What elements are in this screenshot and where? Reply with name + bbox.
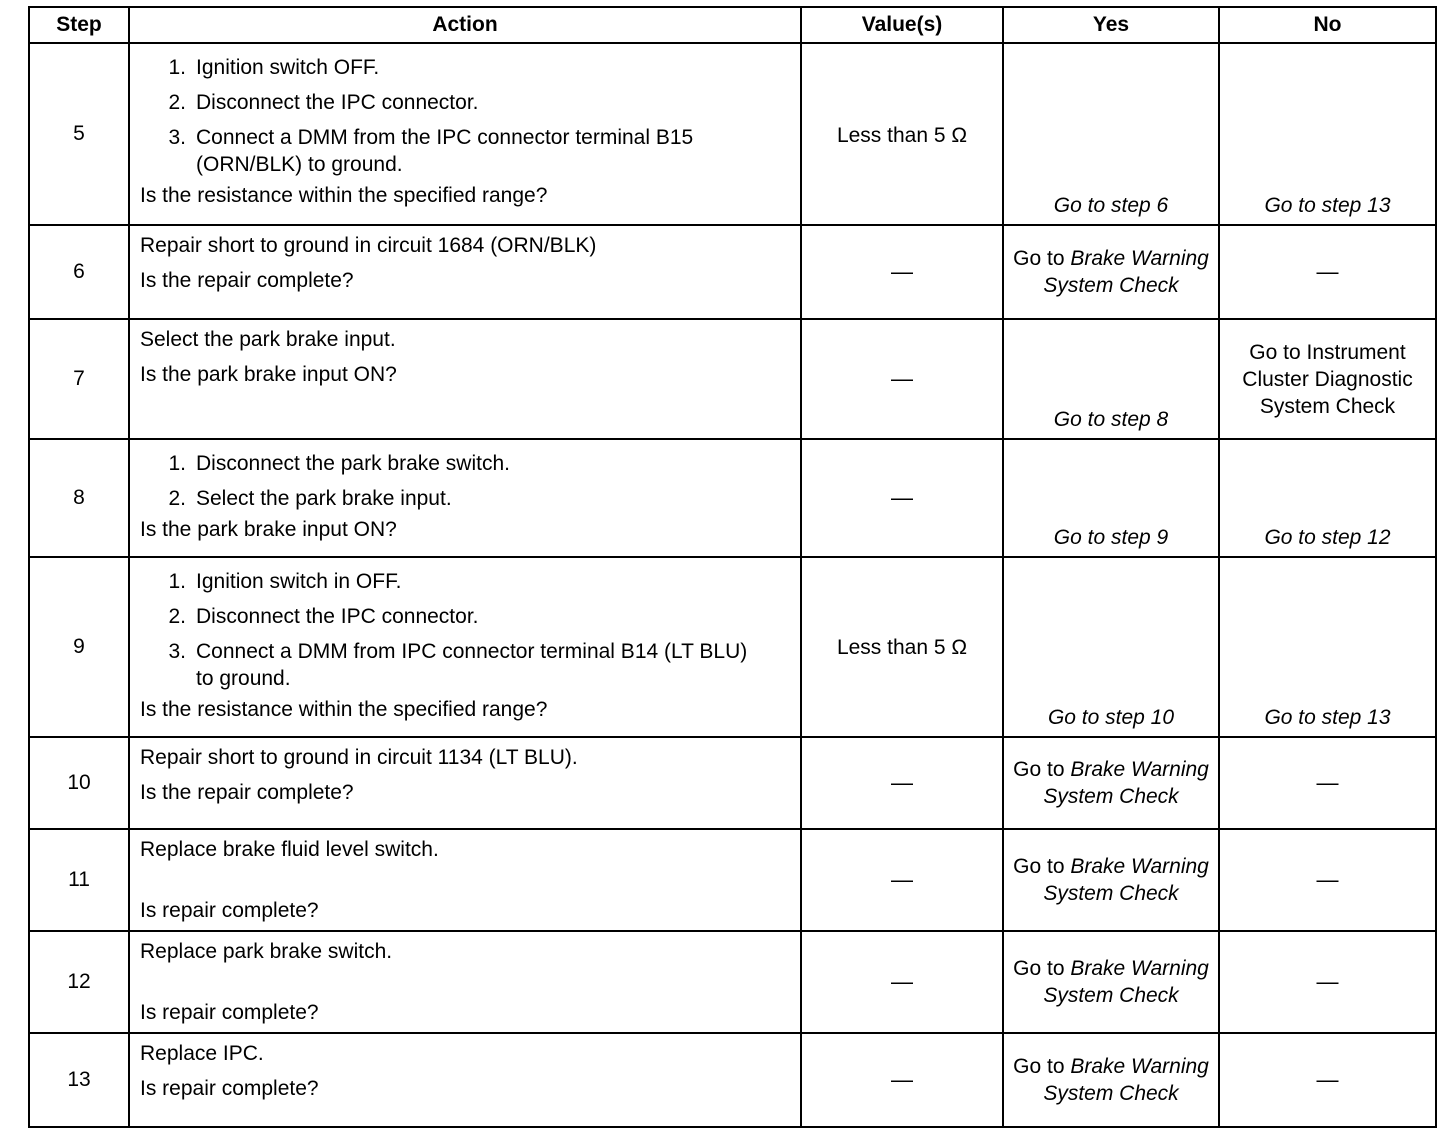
item-number: 3. [168,126,186,149]
item-number: 1. [168,56,186,79]
yes-target: Brake Warning System Check [1043,1055,1209,1105]
action-cell [129,557,801,737]
action-cell [129,931,801,1033]
question-text: Is repair complete? [140,1001,319,1024]
yes-prefix: Go to [1013,758,1071,781]
yes-link[interactable] [1003,1033,1219,1127]
value-cell [801,43,1003,225]
step-number: 10 [29,737,129,829]
value-cell: — [801,737,1003,829]
value-cell: — [801,439,1003,557]
list-item [140,89,794,116]
step-number: 12 [29,931,129,1033]
yes-target: Brake Warning System Check [1043,247,1209,297]
action-text: Replace park brake switch. [140,940,393,963]
yes-prefix: Go to [1013,855,1071,878]
item-number: 2. [168,487,186,510]
list-item [140,568,794,595]
step-number: 8 [29,439,129,557]
table-row [29,737,1436,829]
header-step: Step [29,7,129,43]
action-list [140,450,794,512]
yes-target: Brake Warning System Check [1043,855,1209,905]
no-cell: — [1219,1033,1436,1127]
table-row [29,225,1436,319]
no-link[interactable]: Go to step 12 [1219,439,1436,557]
item-text: Disconnect the park brake switch. [196,452,510,475]
action-cell [129,737,801,829]
step-number: 5 [29,43,129,225]
diagnostic-table [28,6,1437,1128]
table-row [29,439,1436,557]
header-action: Action [129,7,801,43]
yes-link[interactable]: Go to step 6 [1003,43,1219,225]
question-text: Is the resistance within the specified range? [140,184,548,207]
list-item [140,54,794,81]
item-number: 3. [168,640,186,663]
question-text: Is the repair complete? [140,781,354,804]
item-number: 1. [168,452,186,475]
yes-link[interactable] [1003,829,1219,931]
step-number: 13 [29,1033,129,1127]
item-text: Select the park brake input. [196,487,452,510]
yes-target: Brake Warning System Check [1043,957,1209,1007]
value-cell: — [801,829,1003,931]
step-number: 7 [29,319,129,439]
action-cell [129,225,801,319]
no-cell: — [1219,931,1436,1033]
item-number: 2. [168,91,186,114]
yes-link[interactable]: Go to step 9 [1003,439,1219,557]
no-link[interactable]: Go to Instrument Cluster Diagnostic System Check [1219,319,1436,439]
step-number: 11 [29,829,129,931]
item-text: Connect a DMM from IPC connector terminal B14 (LT BLU) to ground. [196,640,748,690]
list-item [140,450,794,477]
item-text: Disconnect the IPC connector. [196,91,479,114]
no-cell: — [1219,829,1436,931]
action-list [140,568,794,692]
list-item [140,603,794,630]
table-row [29,557,1436,737]
item-text: Connect a DMM from the IPC connector terminal B15 (ORN/BLK) to ground. [196,126,694,176]
value-cell [801,557,1003,737]
value-cell: — [801,225,1003,319]
question-text: Is repair complete? [140,899,319,922]
action-text: Repair short to ground in circuit 1684 (ORN/BLK) [140,234,597,257]
value-cell: — [801,1033,1003,1127]
header-yes: Yes [1003,7,1219,43]
item-text: Ignition switch OFF. [196,56,380,79]
table-row [29,1033,1436,1127]
yes-prefix: Go to [1013,1055,1071,1078]
value-text: Less than 5 Ω [836,636,968,659]
header-no: No [1219,7,1436,43]
step-number: 9 [29,557,129,737]
header-row [29,7,1436,43]
table-row [29,319,1436,439]
item-number: 2. [168,605,186,628]
list-item [140,485,794,512]
item-text: Disconnect the IPC connector. [196,605,479,628]
yes-link[interactable]: Go to step 8 [1003,319,1219,439]
no-link[interactable]: Go to step 13 [1219,557,1436,737]
action-list [140,54,794,178]
action-cell [129,43,801,225]
list-item [140,124,794,178]
action-text: Replace brake fluid level switch. [140,838,439,861]
action-cell [129,319,801,439]
action-text: Repair short to ground in circuit 1134 (LT BLU). [140,746,578,769]
table-row [29,43,1436,225]
question-text: Is the resistance within the specified range? [140,698,548,721]
yes-link[interactable] [1003,737,1219,829]
question-text: Is repair complete? [140,1077,319,1100]
no-link[interactable]: Go to step 13 [1219,43,1436,225]
yes-link[interactable]: Go to step 10 [1003,557,1219,737]
yes-link[interactable] [1003,931,1219,1033]
table-row [29,829,1436,931]
value-text: Less than 5 Ω [836,124,968,147]
no-cell: — [1219,737,1436,829]
no-cell: — [1219,225,1436,319]
action-text: Select the park brake input. [140,328,396,351]
list-item [140,638,794,692]
yes-target: Brake Warning System Check [1043,758,1209,808]
item-text: Ignition switch in OFF. [196,570,402,593]
question-text: Is the repair complete? [140,269,354,292]
yes-prefix: Go to [1013,247,1071,270]
header-values: Value(s) [801,7,1003,43]
step-number: 6 [29,225,129,319]
yes-link[interactable] [1003,225,1219,319]
value-cell: — [801,319,1003,439]
action-cell [129,829,801,931]
question-text: Is the park brake input ON? [140,363,397,386]
value-cell: — [801,931,1003,1033]
table-row [29,931,1436,1033]
action-cell [129,439,801,557]
question-text: Is the park brake input ON? [140,518,397,541]
action-text: Replace IPC. [140,1042,264,1065]
yes-prefix: Go to [1013,957,1071,980]
action-cell [129,1033,801,1127]
item-number: 1. [168,570,186,593]
